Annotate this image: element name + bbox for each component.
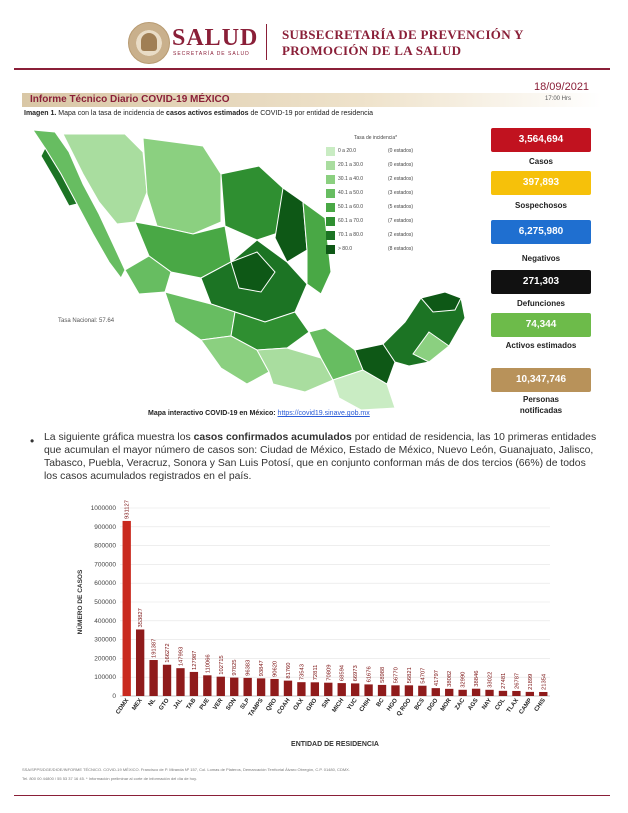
- x-tick-label: COAH: [276, 697, 292, 716]
- bar-chis: [539, 692, 547, 696]
- bar-bc: [378, 685, 386, 696]
- bar-gro: [311, 682, 319, 696]
- bar-son: [230, 678, 238, 696]
- summary-paragraph: [44, 431, 600, 483]
- bar-value-label: 191387: [151, 638, 158, 659]
- bottom-rule: [14, 795, 610, 796]
- x-tick-label: CHIH: [358, 697, 373, 714]
- x-tick-label: VER: [212, 697, 225, 712]
- stat-defunciones-label: Defunciones: [516, 299, 565, 308]
- cases-by-state-bar-chart: [60, 500, 560, 752]
- bar-sin: [324, 683, 332, 696]
- stat-negativos-box: 6,275,980: [491, 220, 591, 244]
- x-tick-label: GTO: [158, 697, 171, 712]
- x-tick-label: CAMP: [518, 697, 534, 716]
- legend-count: (0 estados): [388, 162, 414, 168]
- paragraph-bold: casos confirmados acumulados: [193, 432, 352, 443]
- bar-value-label: 38846: [474, 670, 481, 687]
- bar-value-label: 73543: [299, 664, 306, 681]
- bar-nay: [485, 690, 493, 696]
- y-tick-label: 600000: [94, 580, 116, 588]
- subsecretaria-line-2: PROMOCIÓN DE LA SALUD: [282, 43, 462, 58]
- bar-value-label: 127987: [191, 650, 198, 670]
- y-axis-title: NÚMERO DE CASOS: [77, 569, 84, 635]
- bar-coah: [284, 681, 292, 696]
- bar-value-label: 26787: [514, 672, 521, 689]
- report-title: Informe Técnico Diario COVID-19 MÉXICO: [30, 94, 230, 105]
- bar-value-label: 90620: [272, 660, 279, 677]
- legend-range: 30.1 a 40.0: [338, 176, 364, 182]
- x-tick-label: HGO: [386, 697, 400, 713]
- bar-value-label: 353827: [138, 608, 145, 628]
- legend-range: > 80.0: [338, 246, 353, 252]
- x-tick-label: SON: [225, 697, 238, 712]
- legend-range: 40.1 a 50.0: [338, 190, 364, 196]
- bar-value-label: 81760: [285, 662, 292, 679]
- y-tick-label: 900000: [94, 523, 116, 531]
- y-tick-label: 500000: [94, 599, 116, 606]
- bar-value-label: 54707: [420, 667, 427, 684]
- x-tick-label: QRO: [265, 697, 279, 713]
- bullet-icon: •: [30, 434, 35, 448]
- bar-value-label: 21354: [541, 673, 548, 690]
- stat-defunciones-box: 271,303: [491, 270, 591, 294]
- bar-bcs: [418, 686, 426, 696]
- bar-oax: [297, 682, 305, 696]
- bar-nl: [149, 660, 157, 696]
- bar-value-label: 32990: [460, 671, 467, 688]
- x-tick-label: TLAX: [506, 697, 521, 714]
- bar-value-label: 41797: [433, 670, 440, 687]
- interactive-map-line: [148, 410, 370, 417]
- bar-cdmx: [123, 521, 131, 696]
- bar-value-label: 21899: [527, 673, 534, 690]
- x-tick-label: NAY: [481, 697, 494, 712]
- x-tick-label: TAMPS: [248, 697, 265, 718]
- x-tick-label: MICH: [331, 697, 346, 714]
- x-tick-label: OAX: [292, 697, 306, 712]
- stat-activos-box: 74,344: [491, 313, 591, 337]
- bar-value-label: 61676: [366, 666, 373, 683]
- legend-swatch: [326, 203, 335, 212]
- legend-row: [326, 147, 446, 156]
- x-tick-label: BCS: [413, 697, 426, 712]
- legend-count: (7 estados): [388, 218, 414, 224]
- bar-jal: [176, 668, 184, 696]
- bar-pue: [203, 675, 211, 696]
- x-tick-label: PUE: [198, 697, 211, 712]
- stat-notificadas-label: Personas notificadas: [519, 395, 563, 415]
- bar-value-label: 931127: [124, 500, 131, 519]
- y-tick-label: 1000000: [90, 505, 116, 512]
- stat-activos-label: Activos estimados: [505, 341, 577, 350]
- x-tick-label: TAB: [185, 697, 198, 711]
- bar-gto: [163, 665, 171, 696]
- x-tick-label: SLP: [239, 697, 252, 711]
- x-tick-label: AGS: [467, 697, 480, 712]
- legend-range: 0 a 20.0: [338, 148, 357, 154]
- paragraph-pre: La siguiente gráfica muestra los: [44, 432, 194, 443]
- y-tick-label: 400000: [94, 617, 116, 625]
- interactive-map-link[interactable]: https://covid19.sinave.gob.mx: [277, 410, 370, 417]
- bar-mor: [445, 689, 453, 696]
- bar-qro: [270, 679, 278, 696]
- legend-count: (0 estados): [388, 148, 414, 154]
- bar-tamps: [257, 678, 265, 696]
- bar-value-label: 68594: [339, 664, 346, 682]
- bar-hgo: [391, 685, 399, 696]
- legend-row: [326, 203, 446, 212]
- bar-slp: [243, 678, 251, 696]
- footer-line-2: Tel. 800 00 44800 / 55 53 37 16 45. * Información preliminar al corte de información del día de hoy.: [22, 776, 197, 781]
- legend-swatch: [326, 189, 335, 198]
- x-tick-label: JAL: [172, 697, 185, 711]
- bar-yuc: [351, 683, 359, 696]
- header-divider: [266, 24, 267, 60]
- x-tick-label: GRO: [305, 697, 319, 713]
- bar-value-label: 102715: [218, 655, 225, 675]
- subsecretaria-line-1: SUBSECRETARÍA DE PREVENCIÓN Y: [282, 27, 524, 42]
- y-tick-label: 300000: [94, 636, 116, 644]
- legend-swatch: [326, 217, 335, 226]
- stat-sospechosos-box: 397,893: [491, 171, 591, 195]
- legend-swatch: [326, 231, 335, 240]
- report-date: 18/09/2021: [534, 81, 590, 93]
- legend-count: (2 estados): [388, 232, 414, 238]
- mexico-seal-logo: [128, 22, 170, 64]
- bar-chih: [364, 684, 372, 696]
- stat-casos-box: 3,564,694: [491, 128, 591, 152]
- bar-value-label: 58988: [380, 666, 387, 683]
- y-tick-label: 700000: [94, 561, 116, 569]
- bar-mex: [136, 629, 144, 696]
- paragraph-post: por entidad de residencia, las 10 primeras entidades que acumulan el mayor número de casos son: Ciudad de México, Estado de México, Nuevo León, Guanajuato, Jalisco, Tabasco, Puebla, Veracruz, Sonora y San Luis Potosí, que en conjunto conforman más de dos tercios (66%) de todos los casos acumulados registrados en el país.: [44, 432, 597, 482]
- footer-text: [22, 765, 612, 783]
- bar-value-label: 66973: [353, 665, 360, 682]
- map-caption: [24, 110, 373, 117]
- caption-text-post: de COVID-19 por entidad de residencia: [248, 110, 374, 117]
- bar-mich: [338, 683, 346, 696]
- report-time: 17:00 Hrs: [545, 96, 572, 102]
- map-region: [143, 138, 221, 234]
- bar-dgo: [432, 688, 440, 696]
- bar-tlax: [512, 691, 520, 696]
- legend-range: 70.1 a 80.0: [338, 232, 364, 238]
- x-tick-label: SIN: [321, 697, 332, 710]
- legend-range: 50.1 a 60.0: [338, 204, 364, 210]
- subsecretaria-title: [282, 27, 524, 59]
- bar-value-label: 27481: [500, 672, 507, 689]
- x-axis-title: ENTIDAD DE RESIDENCIA: [291, 741, 379, 748]
- bar-value-label: 72811: [312, 664, 319, 681]
- brand-subtitle: SECRETARÍA DE SALUD: [173, 51, 250, 57]
- stat-negativos-label: Negativos: [521, 254, 561, 263]
- x-tick-label: Q ROO: [396, 697, 413, 718]
- y-tick-label: 800000: [94, 542, 116, 550]
- legend-range: 60.1 a 70.0: [338, 218, 364, 224]
- x-tick-label: CHIS: [533, 697, 547, 713]
- x-tick-label: ZAC: [454, 697, 467, 712]
- bar-value-label: 56821: [406, 667, 413, 684]
- x-tick-label: MOR: [439, 697, 453, 713]
- bar-col: [499, 691, 507, 696]
- x-tick-label: CDMX: [115, 697, 131, 716]
- bar-value-label: 70809: [326, 664, 333, 681]
- legend-count: (5 estados): [388, 204, 414, 210]
- bar-q-roo: [405, 685, 413, 696]
- legend-swatch: [326, 245, 335, 254]
- caption-bold: casos activos estimados: [166, 110, 249, 117]
- bar-value-label: 110066: [205, 654, 212, 674]
- bar-value-label: 33022: [487, 671, 494, 688]
- legend-swatch: [326, 175, 335, 184]
- brand-name: SALUD: [172, 25, 259, 51]
- footer-line-1: SSA/SPPS/DGE/DIOE/INFORME TÉCNICO. COVID-19 MÉXICO. Francisco de P. Miranda Nº 157, Col. Lomas de Plateros, Demarcación Territorial Álvaro Obregón, C.P. 01480, CDMX.: [22, 767, 350, 772]
- bar-value-label: 38082: [447, 670, 454, 687]
- bar-zac: [458, 690, 466, 696]
- bar-tab: [190, 672, 198, 696]
- legend-swatch: [326, 147, 335, 156]
- stat-sospechosos-label: Sospechosos: [514, 201, 567, 210]
- bar-value-label: 56770: [393, 667, 400, 684]
- x-tick-label: NL: [147, 697, 158, 708]
- y-tick-label: 0: [112, 693, 116, 700]
- legend-title: Tasa de incidencia*: [354, 135, 398, 141]
- legend-range: 20.1 a 30.0: [338, 162, 364, 168]
- legend-swatch: [326, 161, 335, 170]
- legend-row: [326, 245, 446, 254]
- caption-text-pre: Mapa con la tasa de incidencia de: [56, 110, 167, 117]
- bar-value-label: 166272: [165, 643, 172, 663]
- legend-count: (8 estados): [388, 246, 414, 252]
- y-tick-label: 200000: [94, 655, 116, 663]
- legend-row: [326, 217, 446, 226]
- x-tick-label: YUC: [346, 697, 359, 712]
- caption-prefix: Imagen 1.: [24, 110, 57, 117]
- legend-count: (3 estados): [388, 190, 414, 196]
- top-rule: [14, 68, 610, 70]
- x-tick-label: DGO: [426, 697, 440, 713]
- bar-value-label: 147993: [178, 646, 185, 667]
- bar-ver: [217, 677, 225, 696]
- legend-row: [326, 231, 446, 240]
- bar-camp: [526, 692, 534, 696]
- bar-value-label: 97825: [232, 659, 239, 676]
- legend-row: [326, 175, 446, 184]
- bar-value-label: 96383: [245, 659, 252, 676]
- legend-row: [326, 161, 446, 170]
- legend-count: (2 estados): [388, 176, 414, 182]
- x-tick-label: MEX: [131, 697, 144, 712]
- legend-row: [326, 189, 446, 198]
- stat-casos-label: Casos: [528, 157, 553, 166]
- x-tick-label: BC: [375, 697, 386, 709]
- interactive-map-label: Mapa interactivo COVID-19 en México:: [148, 410, 276, 417]
- x-tick-label: COL: [494, 697, 507, 712]
- bar-value-label: 93847: [259, 660, 266, 677]
- stat-notificadas-box: 10,347,746: [491, 368, 591, 392]
- tasa-nacional: Tasa Nacional: 57.64: [58, 318, 115, 324]
- bar-ags: [472, 689, 480, 696]
- y-tick-label: 100000: [94, 674, 116, 682]
